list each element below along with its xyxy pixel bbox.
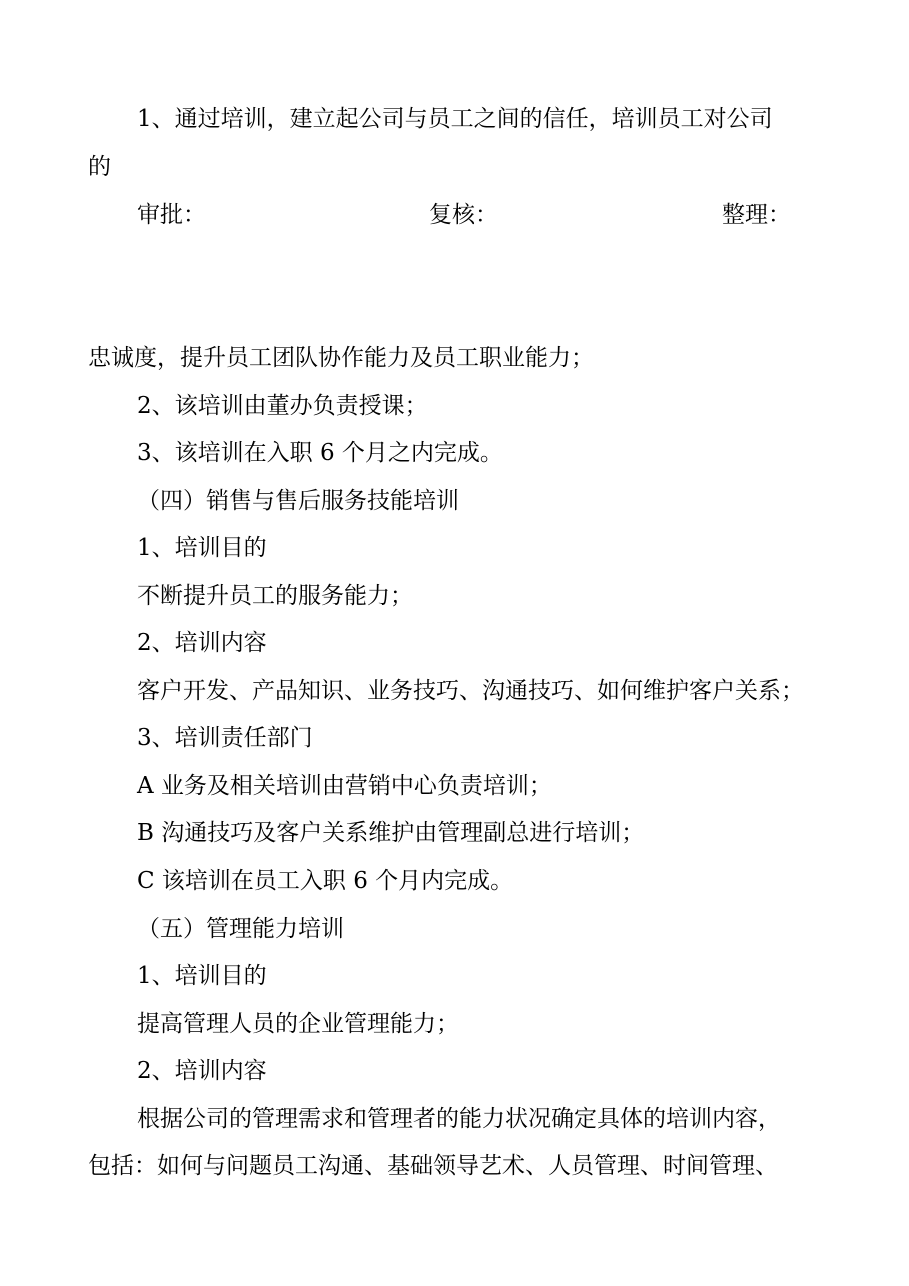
paragraph-line: 忠诚度，提升员工团队协作能力及员工职业能力； [88,345,594,371]
paragraph-line: 提高管理人员的企业管理能力； [137,1011,459,1037]
approve-label: 审批： [137,202,206,228]
paragraph-line: 的 [88,154,111,180]
subheading: 3、培训责任部门 [137,725,313,751]
subheading: 2、培训内容 [137,630,267,656]
paragraph-line: 包括：如何与问题员工沟通、基础领导艺术、人员管理、时间管理、 [88,1153,778,1179]
compile-label: 整理： [722,202,791,228]
section-heading: （五）管理能力培训 [137,916,344,942]
subheading: 1、培训目的 [137,535,267,561]
paragraph-line: 客户开发、产品知识、业务技巧、沟通技巧、如何维护客户关系； [137,678,804,704]
paragraph-line: A 业务及相关培训由营销中心负责培训； [137,773,552,799]
subheading: 2、培训内容 [137,1058,267,1084]
paragraph-line: C 该培训在员工入职 6 个月内完成。 [137,868,514,894]
subheading: 1、培训目的 [137,963,267,989]
paragraph-line: B 沟通技巧及客户关系维护由管理副总进行培训； [137,820,645,846]
paragraph-line: 根据公司的管理需求和管理者的能力状况确定具体的培训内容， [137,1106,781,1132]
paragraph-line: 2、该培训由董办负责授课； [137,393,428,419]
paragraph-line: 不断提升员工的服务能力； [137,583,413,609]
signature-row [0,200,909,230]
paragraph-line: 3、该培训在入职 6 个月之内完成。 [137,440,503,466]
section-heading: （四）销售与售后服务技能培训 [137,488,459,514]
paragraph-line: 1、通过培训，建立起公司与员工之间的信任，培训员工对公司 [137,106,773,132]
review-label: 复核： [429,202,498,228]
